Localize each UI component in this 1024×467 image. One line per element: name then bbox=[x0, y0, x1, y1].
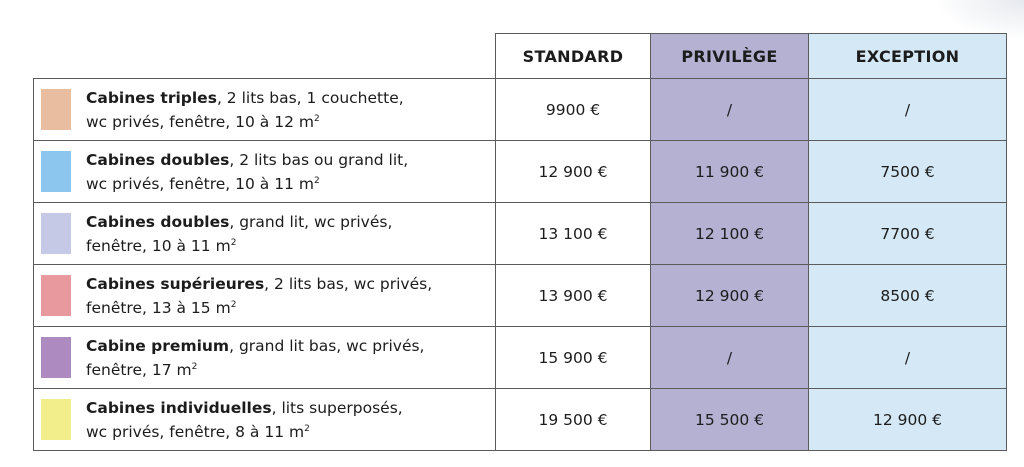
table-row bbox=[34, 327, 1007, 389]
cabin-details-line2: fenêtre, 10 à 11 m bbox=[86, 236, 231, 255]
cabin-description bbox=[86, 148, 408, 196]
color-swatch bbox=[41, 89, 71, 130]
cabin-details-line2: wc privés, fenêtre, 10 à 12 m bbox=[86, 112, 314, 131]
superscript-2: 2 bbox=[304, 423, 310, 434]
cabin-description bbox=[86, 210, 392, 258]
superscript-2: 2 bbox=[313, 113, 320, 124]
superscript-2: 2 bbox=[313, 175, 320, 186]
cabin-title: Cabines individuelles bbox=[86, 398, 272, 417]
price-privilege: 12 900 € bbox=[651, 265, 809, 327]
price-exception: / bbox=[809, 79, 1007, 141]
superscript-2: 2 bbox=[230, 237, 237, 248]
table-row bbox=[34, 141, 1007, 203]
price-privilege: 15 500 € bbox=[651, 389, 809, 451]
price-exception: 12 900 € bbox=[809, 389, 1007, 451]
cabin-title: Cabines doubles bbox=[86, 150, 230, 169]
cabin-details-line2: wc privés, fenêtre, 10 à 11 m bbox=[86, 174, 314, 193]
cabin-price-table bbox=[33, 33, 1007, 451]
cabin-details-line1: , 2 lits bas ou grand lit, bbox=[229, 150, 409, 169]
price-privilege: / bbox=[651, 327, 809, 389]
cabin-description bbox=[86, 272, 432, 320]
cabin-details-line1: , grand lit, wc privés, bbox=[229, 212, 393, 231]
price-privilege: / bbox=[651, 79, 809, 141]
cabin-description-cell bbox=[34, 327, 496, 389]
color-swatch bbox=[41, 337, 71, 378]
cabin-description-cell bbox=[34, 265, 496, 327]
cabin-description-cell bbox=[34, 203, 496, 265]
price-exception: 8500 € bbox=[809, 265, 1007, 327]
price-exception: 7700 € bbox=[809, 203, 1007, 265]
superscript-2: 2 bbox=[191, 361, 198, 372]
cabin-description bbox=[86, 86, 404, 134]
cabin-details-line2: fenêtre, 13 à 15 m bbox=[86, 298, 231, 317]
price-privilege: 12 100 € bbox=[651, 203, 809, 265]
cabin-title: Cabine premium bbox=[86, 336, 230, 355]
table-row bbox=[34, 79, 1007, 141]
cabin-description bbox=[86, 396, 403, 444]
price-standard: 13 100 € bbox=[496, 203, 651, 265]
price-standard: 9900 € bbox=[496, 79, 651, 141]
header-empty-cell bbox=[34, 34, 496, 79]
table-row bbox=[34, 389, 1007, 451]
header-standard: STANDARD bbox=[496, 34, 651, 79]
cabin-description-cell bbox=[34, 79, 496, 141]
cabin-description-cell bbox=[34, 389, 496, 451]
price-privilege: 11 900 € bbox=[651, 141, 809, 203]
color-swatch bbox=[41, 213, 71, 254]
header-row bbox=[34, 34, 1007, 79]
cabin-title: Cabines triples bbox=[86, 88, 217, 107]
price-standard: 15 900 € bbox=[496, 327, 651, 389]
cabin-details-line2: wc privés, fenêtre, 8 à 11 m bbox=[86, 422, 305, 441]
cabin-details-line2: fenêtre, 17 m bbox=[86, 360, 192, 379]
price-exception: 7500 € bbox=[809, 141, 1007, 203]
price-exception: / bbox=[809, 327, 1007, 389]
price-standard: 13 900 € bbox=[496, 265, 651, 327]
price-standard: 12 900 € bbox=[496, 141, 651, 203]
cabin-details-line1: , 2 lits bas, wc privés, bbox=[264, 274, 433, 293]
color-swatch bbox=[41, 399, 71, 440]
price-standard: 19 500 € bbox=[496, 389, 651, 451]
cabin-title: Cabines supérieures bbox=[86, 274, 265, 293]
cabin-description-cell bbox=[34, 141, 496, 203]
color-swatch bbox=[41, 151, 71, 192]
superscript-2: 2 bbox=[230, 299, 237, 310]
cabin-description bbox=[86, 334, 425, 382]
cabin-details-line1: , grand lit bas, wc privés, bbox=[229, 336, 425, 355]
cabin-title: Cabines doubles bbox=[86, 212, 230, 231]
table-row bbox=[34, 265, 1007, 327]
cabin-details-line1: , 2 lits bas, 1 couchette, bbox=[216, 88, 404, 107]
header-exception: EXCEPTION bbox=[809, 34, 1007, 79]
header-privilege: PRIVILÈGE bbox=[651, 34, 809, 79]
cabin-details-line1: , lits superposés, bbox=[271, 398, 403, 417]
color-swatch bbox=[41, 275, 71, 316]
table-row bbox=[34, 203, 1007, 265]
